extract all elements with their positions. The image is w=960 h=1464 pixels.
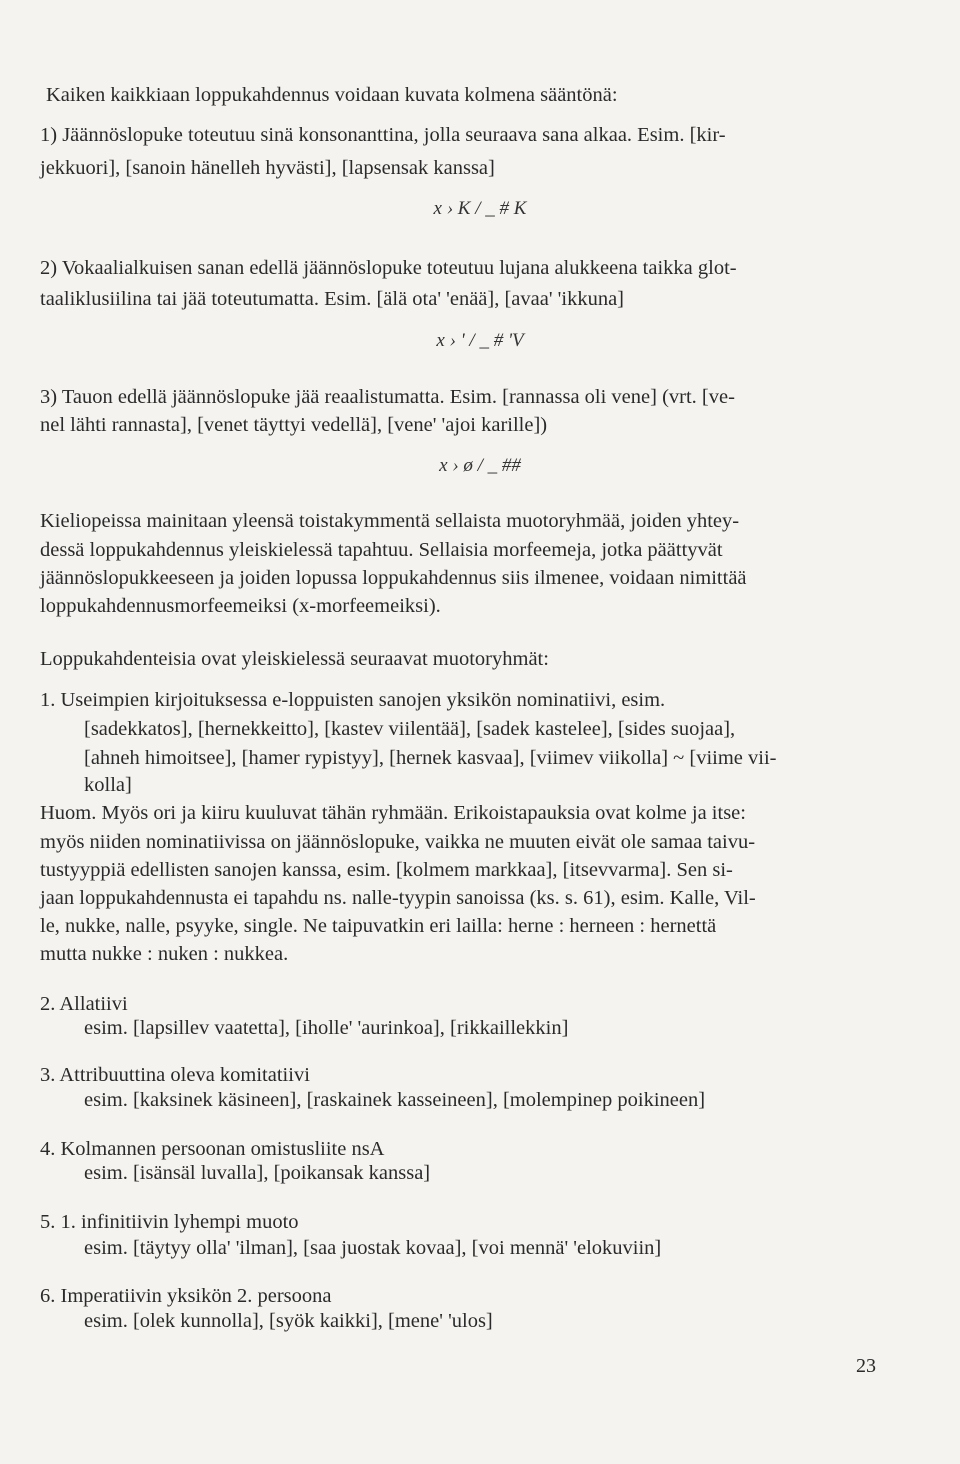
text-line: 2. Allatiivi: [40, 993, 128, 1015]
text-line: jäännöslopukkeeseen ja joiden lopussa loppukahdennus siis ilmenee, voidaan nimittää: [40, 567, 747, 589]
text-line: 1. Useimpien kirjoituksessa e-loppuisten sanojen yksikön nominatiivi, esim.: [40, 689, 666, 711]
text-line: Huom. Myös ori ja kiiru kuuluvat tähän ryhmään. Erikoistapauksia ovat kolme ja itse:: [40, 802, 746, 824]
text-line: jekkuori], [sanoin hänelleh hyvästi], [lapsensak kanssa]: [40, 157, 495, 179]
text-line: le, nukke, nalle, psyyke, single. Ne taipuvatkin eri lailla: herne : herneen : hernettä: [40, 915, 717, 937]
text-line: [sadekkatos], [hernekkeitto], [kastev viilentää], [sadek kastelee], [sides suojaa],: [84, 718, 736, 740]
page-number: 23: [856, 1355, 876, 1377]
text-line: [ahneh himoitsee], [hamer rypistyy], [hernek kasvaa], [viimev viikolla] ~ [viime vii-: [84, 747, 777, 769]
text-line: esim. [täytyy olla' 'ilman], [saa juostak kovaa], [voi mennä' 'elokuviin]: [84, 1237, 662, 1259]
text-line: esim. [kaksinek käsineen], [raskainek kasseineen], [molempinep poikineen]: [84, 1089, 706, 1111]
text-line: dessä loppukahdennus yleiskielessä tapahtuu. Sellaisia morfeemeja, jotka päättyvät: [40, 539, 723, 561]
text-line: Kaiken kaikkiaan loppukahdennus voidaan kuvata kolmena sääntönä:: [46, 84, 618, 106]
text-line: loppukahdennusmorfeemeiksi (x-morfeemeiksi).: [40, 595, 441, 617]
text-line: taaliklusiilina tai jää toteutumatta. Esim. [älä ota' 'enää], [avaa' 'ikkuna]: [40, 288, 624, 310]
text-line: 4. Kolmannen persoonan omistusliite nsA: [40, 1138, 385, 1160]
text-line: esim. [olek kunnolla], [syök kaikki], [mene' 'ulos]: [84, 1310, 493, 1332]
text-line: jaan loppukahdennusta ei tapahdu ns. nalle-tyypin sanoissa (ks. s. 61), esim. Kalle, Vil-: [40, 887, 756, 909]
text-line: 2) Vokaalialkuisen sanan edellä jäännöslopuke toteutuu lujana alukkeena taikka glot-: [40, 257, 737, 279]
rule-formula: x › K / _ # K: [433, 198, 527, 219]
text-line: nel lähti rannasta], [venet täyttyi vedellä], [vene' 'ajoi karille]): [40, 414, 548, 436]
text-line: esim. [isänsäl luvalla], [poikansak kanssa]: [84, 1162, 431, 1184]
text-line: myös niiden nominatiivissa on jäännöslopuke, vaikka ne muuten eivät ole samaa taivu-: [40, 831, 756, 853]
text-line: 1) Jäännöslopuke toteutuu sinä konsonanttina, jolla seuraava sana alkaa. Esim. [kir-: [40, 124, 726, 146]
rule-formula: x › ' / _ # 'V: [436, 330, 524, 351]
text-line: 6. Imperatiivin yksikön 2. persoona: [40, 1285, 332, 1307]
text-line: esim. [lapsillev vaatetta], [iholle' 'aurinkoa], [rikkaillekkin]: [84, 1017, 569, 1039]
text-line: mutta nukke : nuken : nukkea.: [40, 943, 289, 965]
text-line: Loppukahdenteisia ovat yleiskielessä seuraavat muotoryhmät:: [40, 648, 549, 670]
text-line: 3. Attribuuttina oleva komitatiivi: [40, 1064, 310, 1086]
text-line: tustyyppiä edellisten sanojen kanssa, esim. [kolmem markkaa], [itsevvarma]. Sen si-: [40, 859, 733, 881]
text-line: 5. 1. infinitiivin lyhempi muoto: [40, 1211, 299, 1233]
text-line: kolla]: [84, 774, 132, 796]
text-line: Kieliopeissa mainitaan yleensä toistakymmentä sellaista muotoryhmää, joiden yhtey-: [40, 510, 740, 532]
rule-formula: x › ø / _ ##: [439, 455, 521, 476]
text-line: 3) Tauon edellä jäännöslopuke jää reaalistumatta. Esim. [rannassa oli vene] (vrt. [ve-: [40, 386, 735, 408]
